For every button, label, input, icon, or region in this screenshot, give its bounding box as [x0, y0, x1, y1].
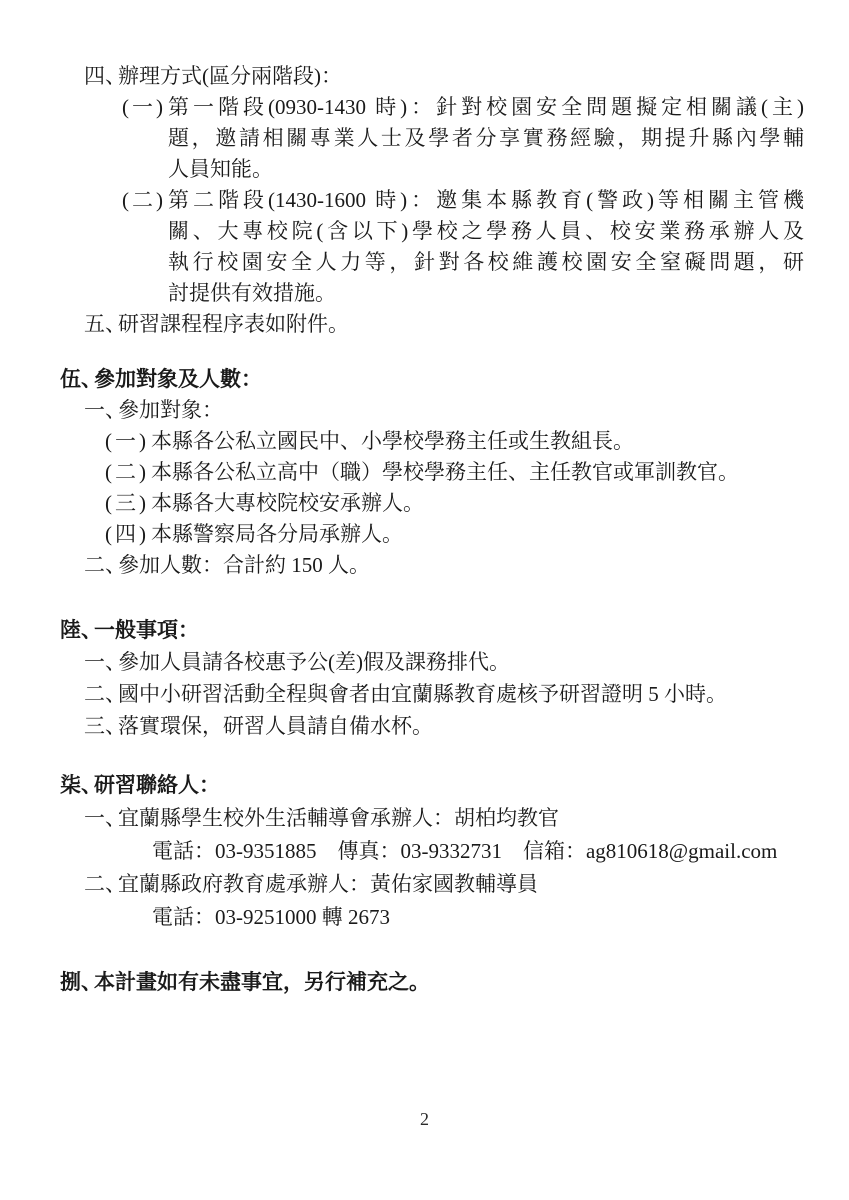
contact-detail-text: 電話：03-9351885 傳真：03-9332731 信箱：ag810618@gmail.com — [152, 839, 778, 863]
heading-text: 本計畫如有未盡事宜，另行補充之。 — [94, 970, 430, 994]
item-marker: 四、 — [84, 64, 126, 88]
item-text-line: 執行校園安全人力等，針對各校維護校園安全窒礙問題，研 — [168, 250, 804, 274]
item-text: 本縣各大專校院校安承辦人。 — [151, 491, 424, 515]
item-marker: 一、 — [84, 650, 126, 674]
section-heading — [60, 614, 804, 646]
item-text-line: 第一階段(0930-1430 時)：針對校園安全問題擬定相關議(主) — [168, 95, 804, 119]
contact-detail — [152, 835, 804, 868]
item-marker: (二) — [122, 188, 166, 212]
list-subitem — [122, 92, 804, 185]
list-item — [84, 395, 804, 426]
item-text: 本縣各公私立高中（職）學校學務主任、主任教官或軍訓教官。 — [151, 460, 739, 484]
section-heading — [60, 769, 804, 802]
list-item — [84, 646, 804, 678]
contact-detail-text: 電話：03-9251000 轉 2673 — [152, 905, 390, 929]
section-heading — [60, 966, 804, 999]
item-text: 宜蘭縣政府教育處承辦人：黃佑家國教輔導員 — [118, 872, 538, 896]
item-text: 參加對象： — [118, 398, 223, 422]
contact-detail — [152, 901, 804, 934]
item-marker: (四) — [105, 522, 149, 546]
list-subitem — [105, 519, 804, 550]
heading-text: 參加對象及人數： — [94, 367, 262, 391]
item-text: 本縣警察局各分局承辦人。 — [151, 522, 403, 546]
item-text: 落實環保，研習人員請自備水杯。 — [118, 714, 433, 738]
heading-text: 一般事項： — [94, 618, 199, 642]
heading-marker: 柒、 — [60, 773, 102, 797]
item-marker: (一) — [122, 95, 166, 119]
list-item — [84, 61, 804, 92]
heading-marker: 陸、 — [60, 618, 102, 642]
item-text-line: 討提供有效措施。 — [168, 281, 336, 305]
item-marker: 二、 — [84, 682, 126, 706]
item-text: 本縣各公私立國民中、小學校學務主任或生教組長。 — [151, 429, 634, 453]
item-marker: (一) — [105, 429, 149, 453]
item-text: 參加人數：合計約 150 人。 — [118, 553, 370, 577]
item-marker: 二、 — [84, 553, 126, 577]
list-subitem — [105, 488, 804, 519]
item-marker: 一、 — [84, 398, 126, 422]
list-item — [84, 802, 804, 835]
item-text-line: 第二階段(1430-1600 時)：邀集本縣教育(警政)等相關主管機 — [168, 188, 804, 212]
list-item — [84, 309, 804, 340]
item-marker: 二、 — [84, 872, 126, 896]
heading-text: 研習聯絡人： — [94, 773, 220, 797]
item-text-line: 題，邀請相關專業人士及學者分享實務經驗，期提升縣內學輔 — [168, 126, 804, 150]
heading-marker: 伍、 — [60, 367, 102, 391]
item-marker: 三、 — [84, 714, 126, 738]
item-marker: 一、 — [84, 806, 126, 830]
item-text-line: 關、大專校院(含以下)學校之學務人員、校安業務承辦人及 — [168, 219, 804, 243]
list-subitem — [105, 457, 804, 488]
item-text: 辦理方式(區分兩階段)： — [118, 64, 342, 88]
item-text: 參加人員請各校惠予公(差)假及課務排代。 — [118, 650, 510, 674]
item-marker: 五、 — [84, 312, 126, 336]
item-text: 研習課程程序表如附件。 — [118, 312, 349, 336]
item-marker: (三) — [105, 491, 149, 515]
section-heading — [60, 364, 804, 395]
heading-marker: 捌、 — [60, 970, 102, 994]
list-item — [84, 550, 804, 581]
item-text: 國中小研習活動全程與會者由宜蘭縣教育處核予研習證明 5 小時。 — [118, 682, 727, 706]
item-marker: (二) — [105, 460, 149, 484]
page-number: 2 — [420, 1109, 429, 1129]
list-subitem — [122, 185, 804, 309]
list-subitem — [105, 426, 804, 457]
list-item — [84, 710, 804, 742]
item-text-line: 人員知能。 — [168, 157, 273, 181]
item-text: 宜蘭縣學生校外生活輔導會承辦人：胡柏均教官 — [118, 806, 559, 830]
list-item — [84, 678, 804, 710]
list-item — [84, 868, 804, 901]
